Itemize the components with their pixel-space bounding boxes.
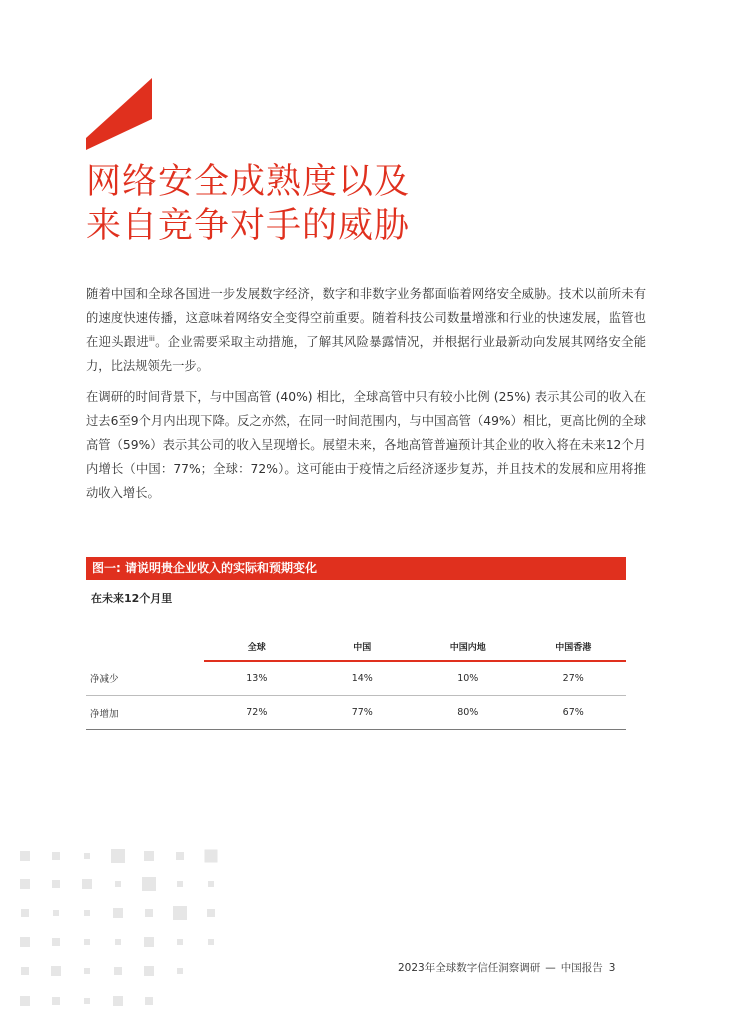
- decorative-square: [21, 967, 29, 975]
- table-cell: 10%: [415, 661, 520, 696]
- page-footer: [398, 960, 615, 975]
- footer-report-title: 2023年全球数字信任洞察调研: [398, 962, 541, 974]
- table-cell: 72%: [204, 696, 309, 730]
- decorative-square: [145, 997, 153, 1005]
- intro-paragraph-text-b: 。企业需要采取主动措施，了解其风险暴露情况，并根据行业最新动向发展其网络安全能力，比法规领先一步。: [86, 335, 646, 373]
- decorative-square: [20, 879, 30, 889]
- page-title-line-2: 来自竞争对手的威胁: [86, 206, 411, 246]
- table-cell: 67%: [520, 696, 626, 730]
- footer-separator: —: [545, 962, 556, 974]
- page-title-line-1: 网络安全成熟度以及: [86, 162, 411, 202]
- decorative-square: [21, 909, 29, 917]
- table-cell: 77%: [310, 696, 415, 730]
- decorative-square: [144, 851, 154, 861]
- table-cell: 14%: [310, 661, 415, 696]
- column-header: 中国香港: [520, 632, 626, 661]
- decorative-square: [84, 968, 90, 974]
- decorative-square: [177, 939, 183, 945]
- decorative-square: [177, 881, 183, 887]
- revenue-paragraph: 在调研的时间背景下，与中国高管 (40%) 相比，全球高管中只有较小比例 (25%) 表示其公司的收入在过去6至9个月内出现下降。反之亦然，在同一时间范围内，与中国高管（49%）相比，更高比例的全球高管（59%）表示其公司的收入呈现增长。展望未来，各地高管普遍预计其企业的收入将在未来12个月内增长（中国：77%；全球：72%）。这可能由于疫情之后经济逐步复苏，并且技术的发展和应用将推动收入增长。: [86, 390, 646, 500]
- footer-section: 中国报告: [560, 962, 603, 974]
- decorative-square: [84, 939, 90, 945]
- decorative-square: [20, 851, 30, 861]
- decorative-square: [208, 881, 214, 887]
- decorative-square: [52, 880, 60, 888]
- decorative-square: [111, 849, 125, 863]
- table-cell: 13%: [204, 661, 309, 696]
- decorative-square: [115, 881, 121, 887]
- decorative-square: [205, 850, 218, 863]
- decorative-square: [114, 967, 122, 975]
- header-blank-cell: [86, 632, 204, 661]
- decorative-square: [113, 996, 123, 1006]
- table-row: [86, 661, 626, 696]
- decorative-square: [53, 910, 59, 916]
- figure-subtitle: 在未来12个月里: [91, 592, 173, 605]
- decorative-square: [208, 939, 214, 945]
- decorative-square: [115, 939, 121, 945]
- decorative-square: [84, 910, 90, 916]
- decorative-square: [144, 966, 154, 976]
- decorative-square: [142, 877, 156, 891]
- decorative-square: [20, 937, 30, 947]
- figure-title: 图一: 请说明贵企业收入的实际和预期变化: [92, 561, 317, 575]
- decorative-square: [173, 906, 187, 920]
- intro-paragraph-text-a: 随着中国和全球各国进一步发展数字经济，数字和非数字业务都面临着网络安全威胁。技术以前所未有的速度快速传播，这意味着网络安全变得空前重要。随着科技公司数量增涨和行业的快速发展，监管也在迎头跟进: [86, 287, 646, 349]
- decorative-square: [82, 879, 92, 889]
- decorative-square: [51, 966, 61, 976]
- column-header: 全球: [204, 632, 309, 661]
- revenue-change-table: [86, 632, 626, 730]
- table-cell: 27%: [520, 661, 626, 696]
- decorative-square: [177, 968, 183, 974]
- decorative-square: [52, 852, 60, 860]
- page-title: [86, 160, 646, 248]
- column-header: 中国内地: [415, 632, 520, 661]
- row-label: 净减少: [86, 661, 204, 696]
- decorative-square: [52, 997, 60, 1005]
- footnote-reference[interactable]: iii: [148, 334, 155, 343]
- column-header: 中国: [310, 632, 415, 661]
- decorative-square: [84, 853, 90, 859]
- decorative-square: [113, 908, 123, 918]
- decorative-square: [20, 996, 30, 1006]
- decorative-square: [52, 938, 60, 946]
- row-label: 净增加: [86, 696, 204, 730]
- decorative-square: [145, 909, 153, 917]
- decorative-square: [144, 937, 154, 947]
- intro-paragraph: [86, 282, 646, 378]
- decorative-square: [84, 998, 90, 1004]
- table-header-row: [86, 632, 626, 661]
- table-row: [86, 696, 626, 730]
- table-cell: 80%: [415, 696, 520, 730]
- decorative-square: [176, 852, 184, 860]
- decorative-square: [207, 909, 215, 917]
- figure-title-bar: [86, 557, 626, 580]
- page-number: 3: [608, 962, 616, 974]
